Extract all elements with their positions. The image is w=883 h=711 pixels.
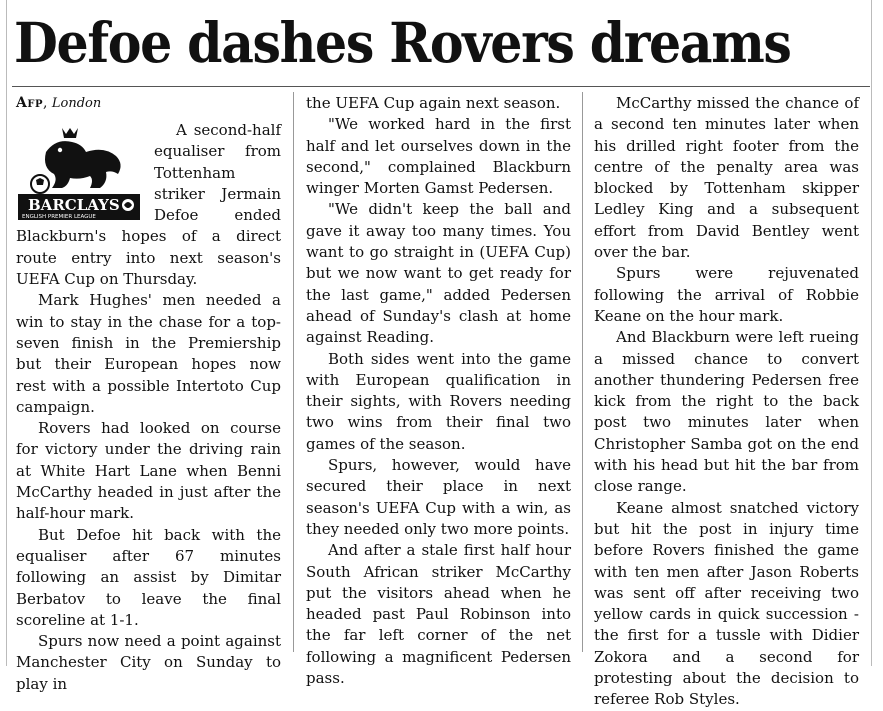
paragraph: Spurs, however, would have secured their place in next season's UEFA Cup with a win, as they needed only two more points. bbox=[306, 456, 571, 538]
article-column-3 bbox=[594, 93, 859, 711]
paragraph: Rovers had looked on course for victory under the driving rain at White Hart Lane when Benni McCarthy headed in just after the half-hour mark. bbox=[16, 419, 281, 523]
headline-rule bbox=[12, 86, 870, 87]
paragraph: "We didn't keep the ball and gave it away too many times. You want to go straight in (UEFA Cup) but we now want to get ready for the last game," added Pedersen ahead of Sunday's clash at home against Reading. bbox=[306, 200, 571, 347]
byline-place: London bbox=[51, 96, 102, 111]
logo-league: ENGLISH PREMIER LEAGUE bbox=[22, 214, 96, 220]
paragraph: Spurs were rejuvenated following the arrival of Robbie Keane on the hour mark. bbox=[594, 264, 859, 325]
paragraph: And after a stale first half hour South African striker McCarthy put the visitors ahead when he headed past Paul Robinson into the far left corner of the net following a magnificent Pedersen pass. bbox=[306, 541, 571, 688]
paragraph: "We worked hard in the first half and let ourselves down in the second," complained Blackburn winger Morten Gamst Pedersen. bbox=[306, 115, 571, 198]
paragraph: And Blackburn were left rueing a missed chance to convert another thundering Pedersen free kick from the right to the back post two minutes later when Christopher Samba got on the end with his head but hit the bar from close range. bbox=[594, 328, 859, 496]
paragraph: the UEFA Cup again next season. bbox=[306, 94, 561, 112]
article-column-1 bbox=[16, 93, 281, 695]
column-divider-2 bbox=[582, 92, 583, 652]
premier-league-lion-icon bbox=[16, 122, 146, 222]
paragraph: But Defoe hit back with the equaliser after 67 minutes following an assist by Dimitar Berbatov to leave the final scoreline at 1-1. bbox=[16, 525, 281, 629]
paragraph: Mark Hughes' men needed a win to stay in the chase for a top-seven finish in the Premiership but their European hopes now rest with a possible Intertoto Cup campaign. bbox=[16, 291, 281, 416]
paragraph: McCarthy missed the chance of a second ten minutes later when his drilled right footer from the centre of the penalty area was blocked by Tottenham skipper Ledley King and a subsequent effort from David Bentley went over the bar. bbox=[594, 94, 859, 262]
column-divider-1 bbox=[293, 92, 294, 652]
paragraph: Both sides went into the game with European qualification in their sights, with Rovers needing two wins from their final two games of the season. bbox=[306, 349, 571, 453]
headline: Defoe dashes Rovers dreams bbox=[14, 10, 791, 75]
paragraph: Keane almost snatched victory but hit the post in injury time before Rovers finished the game with ten men after Jason Roberts was sent off after receiving two yellow cards in quick succession - the first for a tussle with Didier Zokora and a second for protesting about the decision to referee Rob Styles. bbox=[594, 498, 859, 709]
logo-brand: BARCLAYS bbox=[28, 196, 120, 214]
article-column-2 bbox=[306, 93, 571, 689]
byline: Afp, London bbox=[16, 95, 102, 111]
byline-agency: Afp bbox=[16, 95, 43, 111]
paragraph: A second-half equaliser from Tottenham striker Jermain Defoe ended Blackburn's hopes of a direct route entry into next season's UEFA Cup on Thursday. bbox=[16, 121, 281, 289]
paragraph: Spurs now need a point against Manchester City on Sunday to play in bbox=[16, 632, 281, 693]
